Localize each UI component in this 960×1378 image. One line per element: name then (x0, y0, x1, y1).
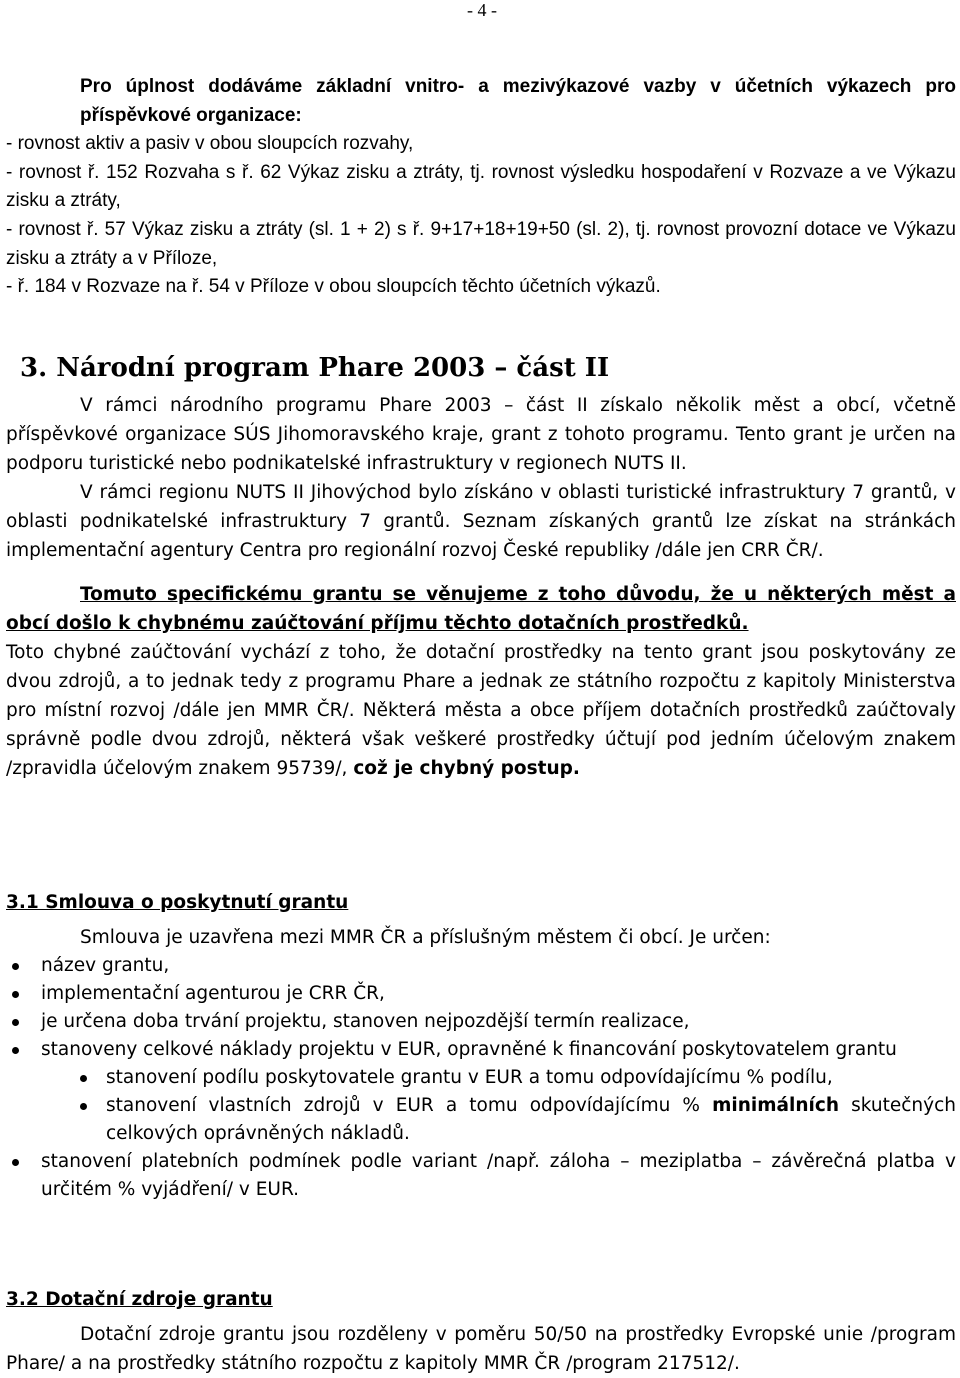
intro-line-3: - rovnost ř. 57 Výkaz zisku a ztráty (sl. 1 + 2) s ř. 9+17+18+19+50 (sl. 2), tj. rovnost provozní dotace ve Výkazu zisku a ztráty a v Příloze, (6, 218, 956, 269)
section-3-2 (6, 1285, 956, 1378)
section-3 (6, 348, 956, 783)
sub-list-item-text: stanovení vlastních zdrojů v EUR a tomu odpovídajícímu % (106, 1095, 701, 1116)
section-3-paragraph-3-bold: což je chybný postup. (353, 758, 580, 779)
list-item: název grantu, (6, 952, 956, 980)
intro-line-1: - rovnost aktiv a pasiv v obou sloupcích rozvahy, (6, 133, 414, 155)
section-3-1-intro: Smlouva je uzavřena mezi MMR ČR a příslušným městem či obcí. Je určen: (80, 927, 771, 948)
section-3-paragraph-3-text: Toto chybné zaúčtování vychází z toho, že dotační prostředky na tento grant jsou poskytovány ze dvou zdrojů, a to jednak tedy z programu Phare a jednak ze státního rozpočtu z kapitoly Ministerstva pro místní rozvoj /dále jen MMR ČR/. Některá města a obce příjem dotačních prostředků zaúčtovaly správně podle dvou zdrojů, některá však veškeré prostředky účtují pod jedním účelovým znakem /zpravidla účelovým znakem 95739/, (6, 642, 956, 779)
page-number: - 4 - (467, 0, 497, 20)
section-3-paragraph-2: V rámci regionu NUTS II Jihovýchod bylo získáno v oblasti turistické infrastruktury 7 grantů, v oblasti podnikatelské infrastruktury 7 grantů. Seznam získaných grantů lze získat na stránkách implementační agentury Centra pro regionální rozvoj České republiky /dále jen CRR ČR/. (6, 482, 956, 561)
list-item (6, 1036, 956, 1064)
section-3-1-title: 3.1 Smlouva o poskytnutí grantu (6, 892, 349, 913)
section-3-title: 3. Národní program Phare 2003 – část II (20, 353, 610, 383)
intro-line-2: - rovnost ř. 152 Rozvaha s ř. 62 Výkaz zisku a ztráty, tj. rovnost výsledku hospodaření v Rozvaze a ve Výkazu zisku a ztráty, (6, 161, 956, 212)
intro-heading: Pro úplnost dodáváme základní vnitro- a mezivýkazové vazby v účetních výkazech pro příspěvkové organizace: (80, 76, 956, 126)
section-3-paragraph-1: V rámci národního programu Phare 2003 – část II získalo několik měst a obcí, včetně příspěvkové organizace SÚS Jihomoravského kraje, grant z tohoto programu. Tento grant je určen na podporu turistické nebo podnikatelské infrastruktury v regionech NUTS II. (6, 395, 956, 474)
section-3-1 (6, 888, 956, 1204)
sub-list-item (6, 1092, 956, 1148)
sub-list-item: stanovení podílu poskytovatele grantu v EUR a tomu odpovídajícímu % podílu, (6, 1064, 956, 1092)
list-item: je určena doba trvání projektu, stanoven nejpozdější termín realizace, (6, 1008, 956, 1036)
section-3-2-paragraph: Dotační zdroje grantu jsou rozděleny v poměru 50/50 na prostředky Evropské unie /program Phare/ a na prostředky státního rozpočtu z kapitoly MMR ČR /program 217512/. (6, 1324, 956, 1374)
list-item: implementační agenturou je CRR ČR, (6, 980, 956, 1008)
sub-list-item-end: skutečných celkových oprávněných nákladů. (106, 1095, 956, 1144)
contract-items-list (6, 952, 956, 1204)
intro-line-4: - ř. 184 v Rozvaze na ř. 54 v Příloze v obou sloupcích těchto účetních výkazů. (6, 276, 661, 298)
section-3-emphasis: Tomuto specifickému grantu se věnujeme z toho důvodu, že u některých měst a obcí došlo k chybnému zaúčtování příjmu těchto dotačních prostředků. (6, 584, 956, 634)
section-3-2-title: 3.2 Dotační zdroje grantu (6, 1289, 273, 1310)
list-item: stanovení platebních podmínek podle variant /např. záloha – meziplatba – závěrečná platba v určitém % vyjádření/ v EUR. (6, 1148, 956, 1204)
list-item-text: stanoveny celkové náklady projektu v EUR, opravněné k financování poskytovatelem grantu (41, 1039, 897, 1060)
sub-list-item-bold: minimálních (712, 1095, 839, 1116)
section-3-paragraph-3 (6, 638, 956, 783)
intro-block (6, 73, 956, 302)
